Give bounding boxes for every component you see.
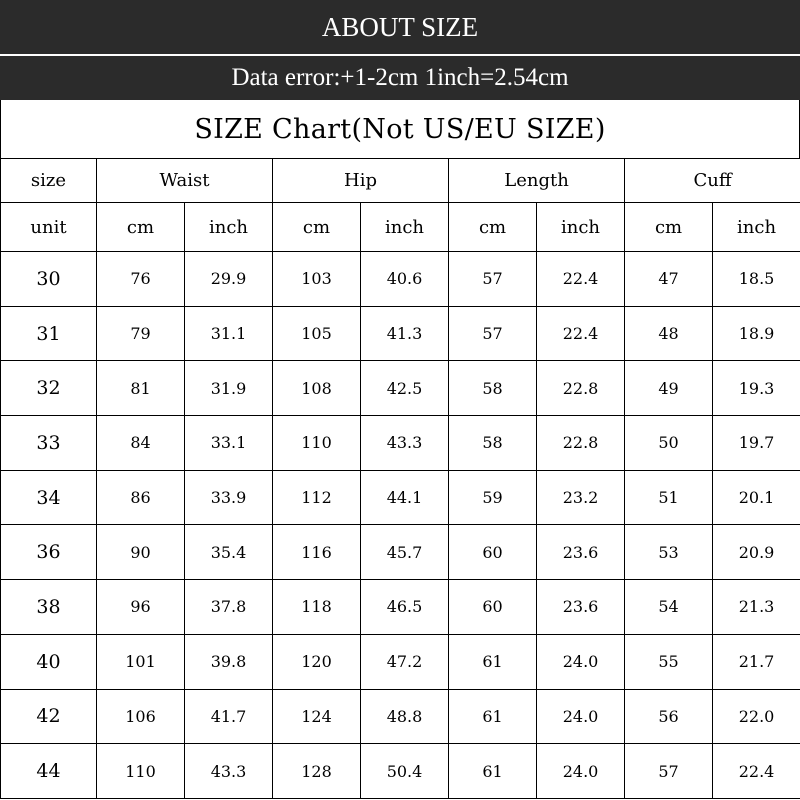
table-row bbox=[1, 252, 800, 307]
measurement-cell: 86 bbox=[97, 470, 185, 525]
measurement-cell: 45.7 bbox=[361, 525, 449, 580]
size-value: 44 bbox=[1, 744, 97, 799]
measurement-cell: 21.7 bbox=[713, 634, 800, 689]
measurement-cell: 43.3 bbox=[361, 416, 449, 471]
size-value: 30 bbox=[1, 252, 97, 307]
table-row bbox=[1, 470, 800, 525]
data-error-note: Data error:+1-2cm 1inch=2.54cm bbox=[0, 56, 800, 100]
table-row bbox=[1, 525, 800, 580]
size-value: 32 bbox=[1, 361, 97, 416]
measurement-cell: 124 bbox=[273, 689, 361, 744]
measurement-cell: 22.4 bbox=[537, 252, 625, 307]
table-row bbox=[1, 361, 800, 416]
measurement-cell: 44.1 bbox=[361, 470, 449, 525]
measurement-cell: 47 bbox=[625, 252, 713, 307]
measurement-cell: 41.3 bbox=[361, 306, 449, 361]
measurement-cell: 59 bbox=[449, 470, 537, 525]
about-size-title: ABOUT SIZE bbox=[0, 0, 800, 56]
measurement-cell: 116 bbox=[273, 525, 361, 580]
measurement-cell: 22.8 bbox=[537, 416, 625, 471]
measurement-cell: 108 bbox=[273, 361, 361, 416]
measurement-cell: 60 bbox=[449, 580, 537, 635]
measurement-cell: 50 bbox=[625, 416, 713, 471]
measurement-cell: 47.2 bbox=[361, 634, 449, 689]
size-table bbox=[0, 158, 800, 799]
measurement-cell: 56 bbox=[625, 689, 713, 744]
measurement-cell: 48.8 bbox=[361, 689, 449, 744]
measurement-cell: 105 bbox=[273, 306, 361, 361]
measurement-cell: 57 bbox=[625, 744, 713, 799]
measurement-cell: 110 bbox=[97, 744, 185, 799]
measurement-cell: 31.9 bbox=[185, 361, 273, 416]
measurement-cell: 31.1 bbox=[185, 306, 273, 361]
cuff-group-header: Cuff bbox=[625, 159, 800, 203]
table-row bbox=[1, 580, 800, 635]
measurement-cell: 23.2 bbox=[537, 470, 625, 525]
measurement-cell: 20.9 bbox=[713, 525, 800, 580]
measurement-cell: 41.7 bbox=[185, 689, 273, 744]
length-group-header: Length bbox=[449, 159, 625, 203]
size-value: 40 bbox=[1, 634, 97, 689]
unit-header: inch bbox=[361, 203, 449, 252]
size-table-body bbox=[1, 252, 800, 799]
measurement-cell: 61 bbox=[449, 689, 537, 744]
measurement-cell: 23.6 bbox=[537, 525, 625, 580]
unit-header: inch bbox=[713, 203, 800, 252]
table-row bbox=[1, 306, 800, 361]
measurement-cell: 42.5 bbox=[361, 361, 449, 416]
measurement-cell: 22.0 bbox=[713, 689, 800, 744]
measurement-cell: 96 bbox=[97, 580, 185, 635]
measurement-cell: 128 bbox=[273, 744, 361, 799]
measurement-cell: 40.6 bbox=[361, 252, 449, 307]
measurement-cell: 60 bbox=[449, 525, 537, 580]
measurement-cell: 106 bbox=[97, 689, 185, 744]
measurement-cell: 53 bbox=[625, 525, 713, 580]
measurement-cell: 19.7 bbox=[713, 416, 800, 471]
measurement-cell: 103 bbox=[273, 252, 361, 307]
unit-header: inch bbox=[185, 203, 273, 252]
size-chart-title: SIZE Chart(Not US/EU SIZE) bbox=[0, 100, 800, 158]
measurement-cell: 51 bbox=[625, 470, 713, 525]
measurement-cell: 50.4 bbox=[361, 744, 449, 799]
measurement-cell: 24.0 bbox=[537, 744, 625, 799]
size-value: 34 bbox=[1, 470, 97, 525]
measurement-cell: 118 bbox=[273, 580, 361, 635]
table-row bbox=[1, 689, 800, 744]
unit-column-header: unit bbox=[1, 203, 97, 252]
measurement-cell: 76 bbox=[97, 252, 185, 307]
measurement-cell: 61 bbox=[449, 634, 537, 689]
measurement-cell: 19.3 bbox=[713, 361, 800, 416]
unit-header: cm bbox=[449, 203, 537, 252]
size-value: 36 bbox=[1, 525, 97, 580]
size-value: 42 bbox=[1, 689, 97, 744]
unit-header: cm bbox=[625, 203, 713, 252]
measurement-cell: 61 bbox=[449, 744, 537, 799]
measurement-cell: 57 bbox=[449, 252, 537, 307]
measurement-cell: 58 bbox=[449, 416, 537, 471]
measurement-cell: 48 bbox=[625, 306, 713, 361]
measurement-cell: 39.8 bbox=[185, 634, 273, 689]
measurement-cell: 90 bbox=[97, 525, 185, 580]
measurement-cell: 84 bbox=[97, 416, 185, 471]
hip-group-header: Hip bbox=[273, 159, 449, 203]
unit-header: cm bbox=[97, 203, 185, 252]
measurement-cell: 22.4 bbox=[537, 306, 625, 361]
measurement-cell: 22.4 bbox=[713, 744, 800, 799]
measurement-cell: 33.1 bbox=[185, 416, 273, 471]
size-value: 31 bbox=[1, 306, 97, 361]
measurement-cell: 46.5 bbox=[361, 580, 449, 635]
measurement-cell: 21.3 bbox=[713, 580, 800, 635]
waist-group-header: Waist bbox=[97, 159, 273, 203]
measurement-cell: 120 bbox=[273, 634, 361, 689]
measurement-cell: 110 bbox=[273, 416, 361, 471]
group-header-row bbox=[1, 159, 800, 203]
measurement-cell: 57 bbox=[449, 306, 537, 361]
unit-header: cm bbox=[273, 203, 361, 252]
measurement-cell: 81 bbox=[97, 361, 185, 416]
measurement-cell: 18.5 bbox=[713, 252, 800, 307]
measurement-cell: 37.8 bbox=[185, 580, 273, 635]
measurement-cell: 55 bbox=[625, 634, 713, 689]
measurement-cell: 79 bbox=[97, 306, 185, 361]
measurement-cell: 54 bbox=[625, 580, 713, 635]
table-row bbox=[1, 744, 800, 799]
measurement-cell: 101 bbox=[97, 634, 185, 689]
measurement-cell: 29.9 bbox=[185, 252, 273, 307]
unit-header: inch bbox=[537, 203, 625, 252]
measurement-cell: 24.0 bbox=[537, 689, 625, 744]
measurement-cell: 33.9 bbox=[185, 470, 273, 525]
size-value: 38 bbox=[1, 580, 97, 635]
measurement-cell: 20.1 bbox=[713, 470, 800, 525]
measurement-cell: 58 bbox=[449, 361, 537, 416]
measurement-cell: 24.0 bbox=[537, 634, 625, 689]
measurement-cell: 22.8 bbox=[537, 361, 625, 416]
size-column-header: size bbox=[1, 159, 97, 203]
measurement-cell: 35.4 bbox=[185, 525, 273, 580]
size-value: 33 bbox=[1, 416, 97, 471]
measurement-cell: 112 bbox=[273, 470, 361, 525]
measurement-cell: 49 bbox=[625, 361, 713, 416]
measurement-cell: 43.3 bbox=[185, 744, 273, 799]
measurement-cell: 23.6 bbox=[537, 580, 625, 635]
table-row bbox=[1, 416, 800, 471]
table-row bbox=[1, 634, 800, 689]
measurement-cell: 18.9 bbox=[713, 306, 800, 361]
unit-header-row bbox=[1, 203, 800, 252]
